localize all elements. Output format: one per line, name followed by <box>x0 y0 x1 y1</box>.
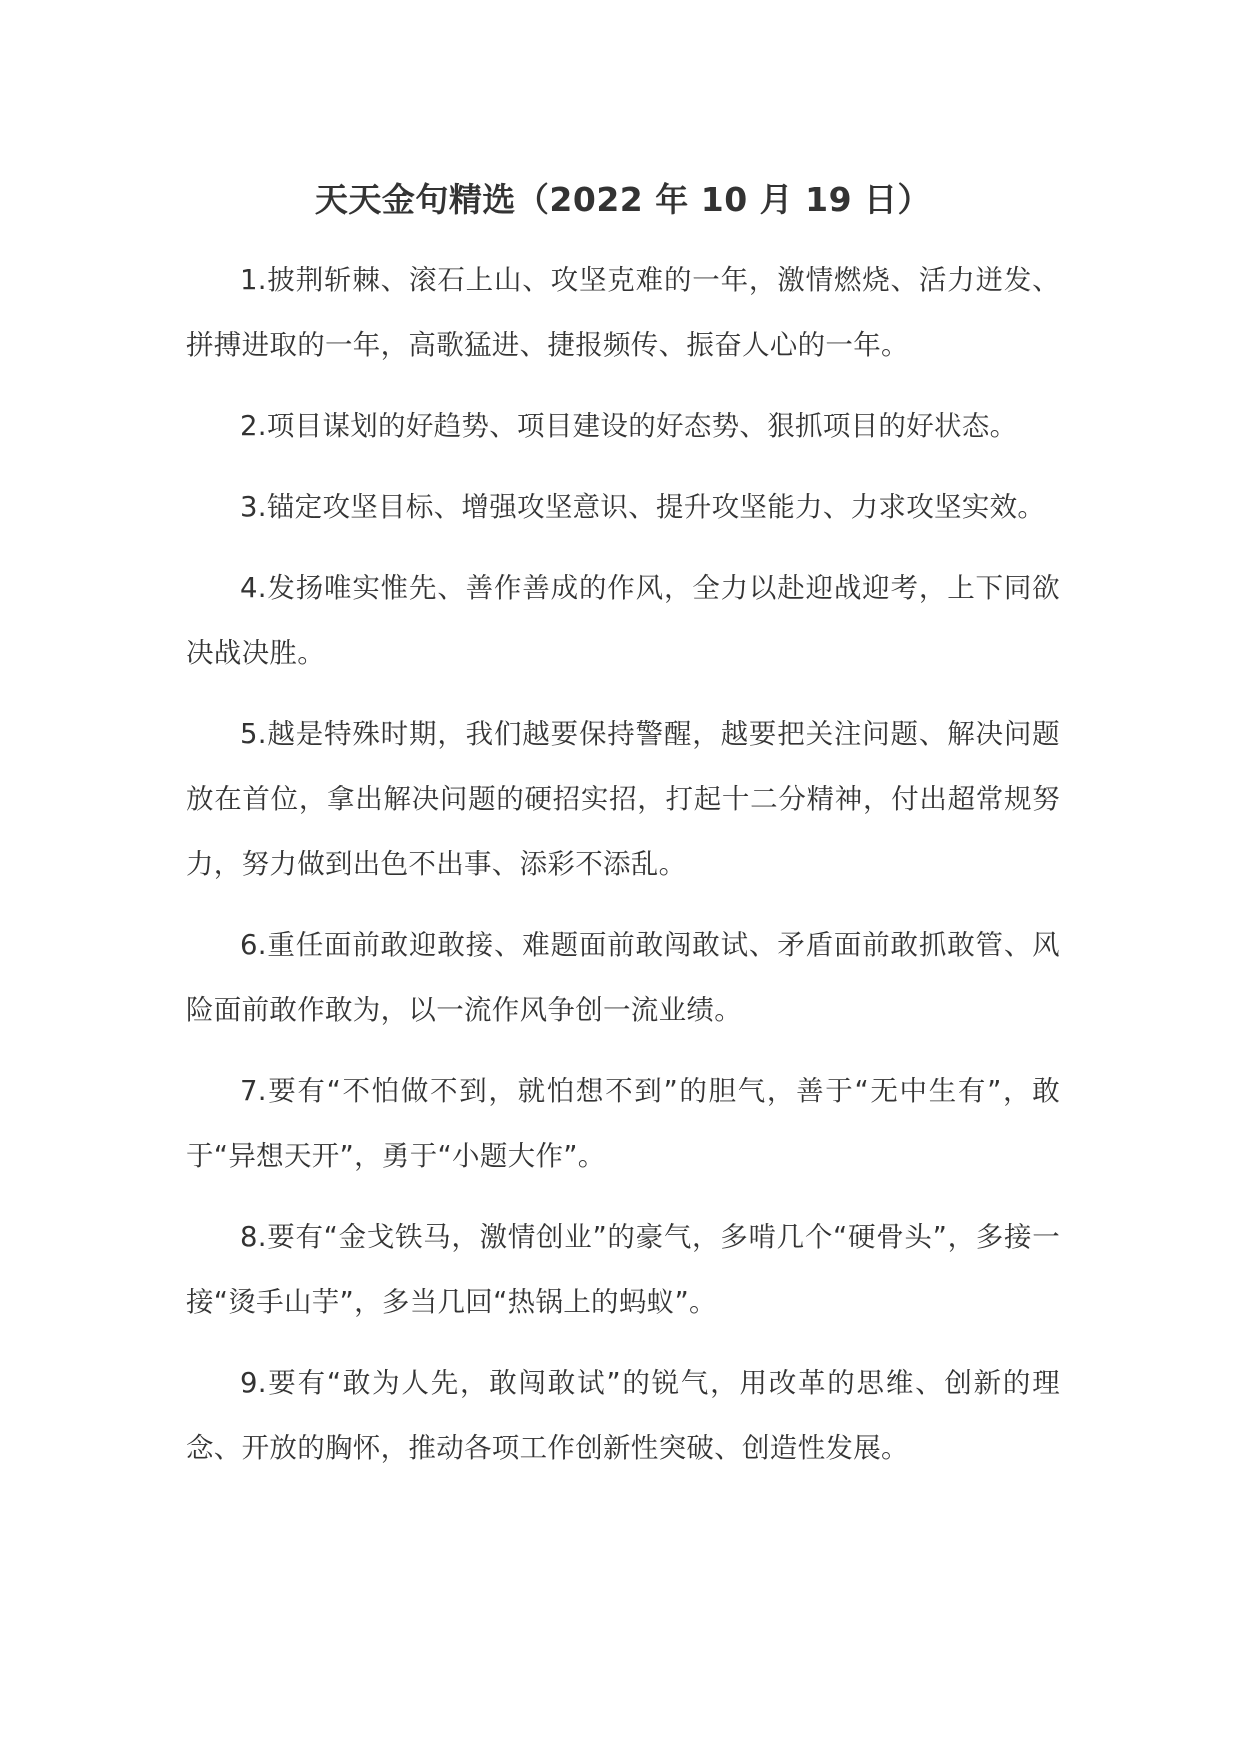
quote-item-8: 8.要有“金戈铁马，激情创业”的豪气，多啃几个“硬骨头”，多接一接“烫手山芋”，多当几回“热锅上的蚂蚁”。 <box>186 1221 1060 1318</box>
quote-item-2: 2.项目谋划的好趋势、项目建设的好态势、狠抓项目的好状态。 <box>240 410 1018 442</box>
quote-item-4: 4.发扬唯实惟先、善作善成的作风，全力以赴迎战迎考，上下同欲决战决胜。 <box>186 572 1060 669</box>
quote-list <box>186 248 1060 1481</box>
quote-item-6: 6.重任面前敢迎敢接、难题面前敢闯敢试、矛盾面前敢抓敢管、风险面前敢作敢为，以一流作风争创一流业绩。 <box>186 929 1060 1026</box>
quote-item-9: 9.要有“敢为人先，敢闯敢试”的锐气，用改革的思维、创新的理念、开放的胸怀，推动各项工作创新性突破、创造性发展。 <box>186 1367 1060 1464</box>
quote-item-7: 7.要有“不怕做不到，就怕想不到”的胆气，善于“无中生有”，敢于“异想天开”，勇于“小题大作”。 <box>186 1075 1060 1172</box>
document-title: 天天金句精选（2022 年 10 月 19 日） <box>314 180 932 219</box>
quote-item-3: 3.锚定攻坚目标、增强攻坚意识、提升攻坚能力、力求攻坚实效。 <box>240 491 1046 523</box>
quote-item-5: 5.越是特殊时期，我们越要保持警醒，越要把关注问题、解决问题放在首位，拿出解决问题的硬招实招，打起十二分精神，付出超常规努力，努力做到出色不出事、添彩不添乱。 <box>186 718 1060 880</box>
quote-item-1: 1.披荆斩棘、滚石上山、攻坚克难的一年，激情燃烧、活力迸发、拼搏进取的一年，高歌猛进、捷报频传、振奋人心的一年。 <box>186 264 1060 361</box>
